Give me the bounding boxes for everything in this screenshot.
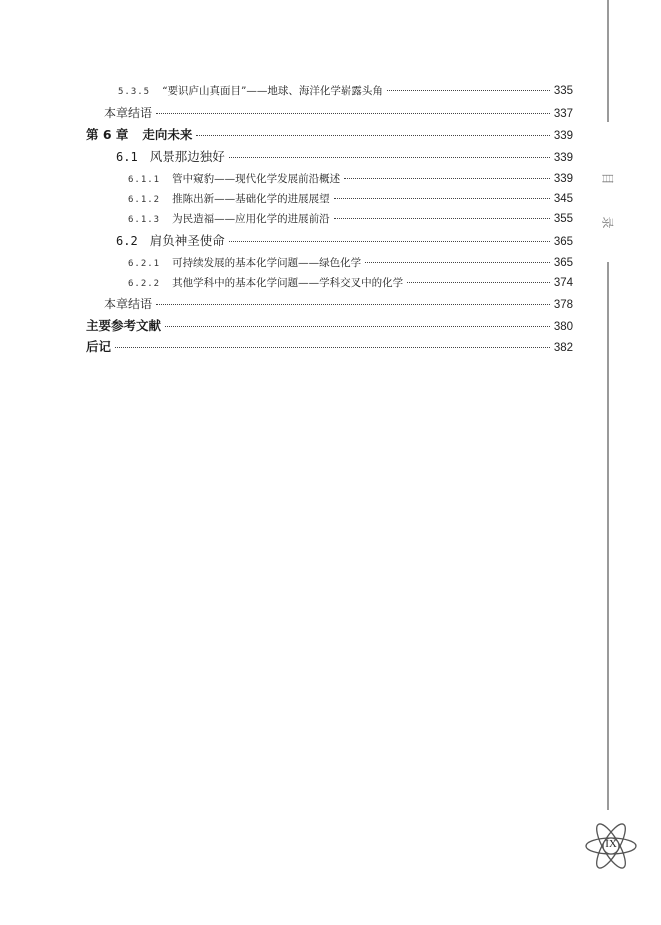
toc-entry[interactable] bbox=[104, 104, 573, 123]
page-number: IX bbox=[605, 838, 617, 850]
toc-entry-page: 355 bbox=[553, 213, 573, 225]
toc-entry-title: 本章结语 bbox=[104, 106, 153, 120]
toc-entry[interactable] bbox=[128, 254, 573, 273]
margin-rule-top bbox=[607, 0, 609, 122]
toc-entry-title: 肩负神圣使命 bbox=[149, 233, 225, 248]
toc-entry[interactable] bbox=[104, 295, 573, 314]
toc-entry[interactable] bbox=[86, 317, 573, 336]
toc-entry-title: “要识庐山真面目”——地球、海洋化学崭露头角 bbox=[162, 85, 383, 97]
toc-entry-page: 339 bbox=[553, 152, 573, 164]
toc-entry-number: 5.3.5 bbox=[118, 87, 151, 97]
margin-rule-bottom bbox=[607, 262, 609, 810]
toc-entry-title: 主要参考文献 bbox=[86, 318, 162, 333]
toc-entry-page: 365 bbox=[553, 257, 573, 269]
toc-entry-page: 378 bbox=[553, 299, 573, 311]
toc-entry-number: 6.1.3 bbox=[128, 215, 161, 225]
toc-section-entry[interactable] bbox=[116, 232, 573, 251]
toc-entry-page: 374 bbox=[553, 277, 573, 289]
toc-entry-title: 本章结语 bbox=[104, 297, 153, 311]
chapter-number: 第 6 章 bbox=[86, 127, 129, 142]
toc-entry-page: 382 bbox=[553, 342, 573, 354]
toc-entry[interactable] bbox=[128, 274, 573, 293]
toc-entry-title: 可持续发展的基本化学问题——绿色化学 bbox=[172, 257, 362, 269]
toc-entry-title: 推陈出新——基础化学的进展展望 bbox=[172, 193, 330, 205]
leader-dots bbox=[387, 90, 550, 91]
toc-entry[interactable] bbox=[128, 190, 573, 209]
leader-dots bbox=[365, 262, 550, 263]
toc-entry-title: 为民造福——应用化学的进展前沿 bbox=[172, 213, 330, 225]
toc-entry-page: 335 bbox=[553, 85, 573, 97]
toc-entry-title: 管中窥豹——现代化学发展前沿概述 bbox=[172, 173, 341, 185]
leader-dots bbox=[334, 218, 550, 219]
leader-dots bbox=[334, 198, 550, 199]
margin-label-mu: 目 bbox=[600, 172, 615, 185]
toc-entry-page: 339 bbox=[553, 173, 573, 185]
margin-label-lu: 录 bbox=[600, 216, 615, 229]
leader-dots bbox=[156, 304, 550, 305]
leader-dots bbox=[229, 157, 550, 158]
toc-entry-number: 6.1 bbox=[116, 150, 138, 164]
toc-entry[interactable] bbox=[118, 82, 573, 101]
leader-dots bbox=[407, 282, 550, 283]
leader-dots bbox=[165, 326, 550, 327]
toc-entry-page: 380 bbox=[553, 321, 573, 333]
toc-entry-page: 365 bbox=[553, 236, 573, 248]
toc-entry-number: 6.2.2 bbox=[128, 279, 161, 289]
toc-section-entry[interactable] bbox=[116, 148, 573, 167]
toc-entry-number: 6.2.1 bbox=[128, 259, 161, 269]
toc-entry-number: 6.1.2 bbox=[128, 195, 161, 205]
leader-dots bbox=[344, 178, 550, 179]
toc-entry[interactable] bbox=[128, 210, 573, 229]
leader-dots bbox=[229, 241, 550, 242]
toc-entry-page: 337 bbox=[553, 108, 573, 120]
toc-entry[interactable] bbox=[86, 338, 573, 357]
toc-entry-number: 6.2 bbox=[116, 234, 138, 248]
toc-chapter-entry[interactable] bbox=[86, 126, 573, 145]
toc-entry-page: 345 bbox=[553, 193, 573, 205]
toc-entry-title: 其他学科中的基本化学问题——学科交叉中的化学 bbox=[172, 277, 404, 289]
toc-entry-title: 后记 bbox=[86, 339, 112, 354]
toc-entry-title: 走向未来 bbox=[142, 127, 193, 142]
leader-dots bbox=[196, 135, 549, 136]
toc-entry[interactable] bbox=[128, 170, 573, 189]
toc-entry-title: 风景那边独好 bbox=[149, 149, 225, 164]
leader-dots bbox=[115, 347, 550, 348]
leader-dots bbox=[156, 113, 550, 114]
toc-entry-page: 339 bbox=[553, 130, 573, 142]
toc-entry-number: 6.1.1 bbox=[128, 175, 161, 185]
